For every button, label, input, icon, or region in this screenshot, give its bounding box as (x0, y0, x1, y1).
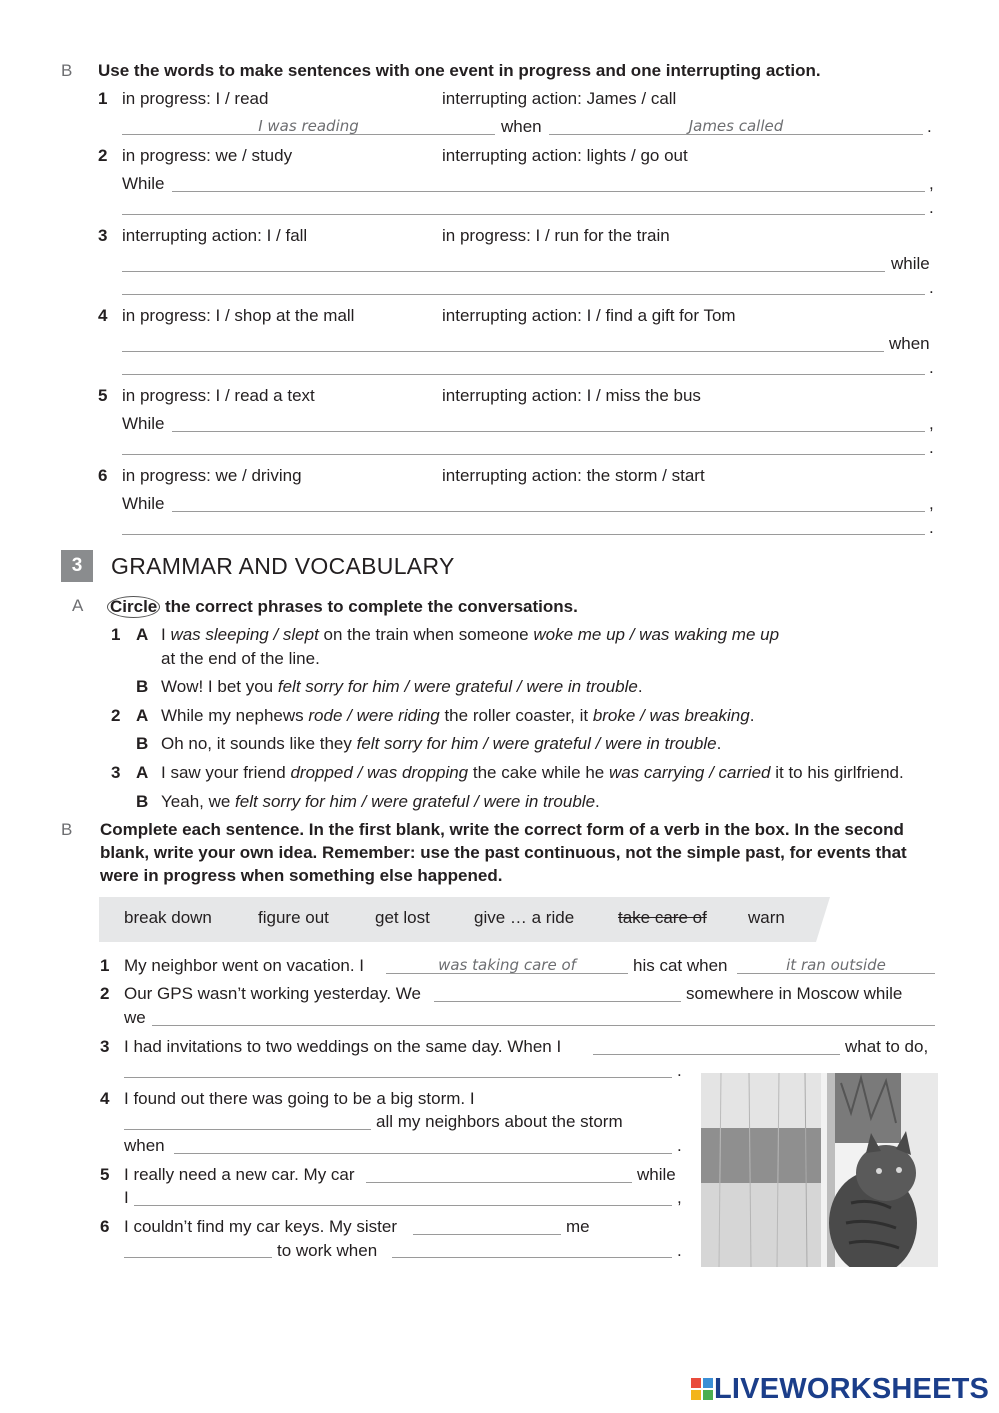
speaker-b: B (136, 792, 149, 811)
item-number: 6 (98, 466, 108, 485)
part-b2-instruction-line: were in progress when something else happened. (100, 866, 503, 885)
sentence-text: Our GPS wasn’t working yesterday. We (124, 984, 421, 1003)
period: . (677, 1241, 682, 1260)
conversation-line: Oh no, it sounds like they felt sorry for him / were grateful / were in trouble. (161, 734, 722, 753)
answer-line[interactable] (172, 191, 925, 192)
sentence-text: I really need a new car. My car (124, 1165, 355, 1184)
answer-line[interactable] (434, 1001, 681, 1002)
period: . (929, 358, 934, 377)
answer-line[interactable] (172, 431, 925, 432)
part-b-letter: B (61, 61, 73, 80)
part-b2-letter: B (61, 820, 73, 839)
period: . (929, 438, 934, 457)
join-word: while (891, 254, 930, 273)
period: . (677, 1061, 682, 1080)
answer-text[interactable]: it ran outside (786, 956, 886, 974)
liveworksheets-logo (690, 1372, 989, 1406)
sentence-text: somewhere in Moscow while (686, 984, 903, 1003)
part-a-instruction: Circle the correct phrases to complete the conversations. (110, 596, 578, 618)
lead-word: While (122, 414, 165, 433)
item-number: 2 (98, 146, 108, 165)
conversation-line: Yeah, we felt sorry for him / were grateful / were in trouble. (161, 792, 600, 811)
word-box-item: warn (748, 908, 785, 927)
conversation-line: I was sleeping / slept on the train when someone woke me up / was waking me up (161, 625, 780, 644)
choice-phrase[interactable]: felt sorry for him / were grateful / were in trouble (356, 734, 717, 753)
answer-line[interactable] (122, 454, 925, 455)
sentence-text: while (637, 1165, 676, 1184)
choice-phrase[interactable]: dropped / was dropping (290, 763, 469, 782)
sentence-number: 5 (100, 1165, 110, 1184)
word-box (99, 897, 816, 942)
comma: , (677, 1188, 682, 1207)
choice-phrase[interactable]: was sleeping / slept (170, 625, 319, 644)
answer-line[interactable] (122, 351, 884, 352)
item-prompt-left: in progress: I / read a text (122, 386, 315, 405)
conversation-line: Wow! I bet you felt sorry for him / were grateful / were in trouble. (161, 677, 643, 696)
item-prompt-right: interrupting action: I / miss the bus (442, 386, 701, 405)
speaker-b: B (136, 677, 149, 696)
answer-line[interactable] (124, 1129, 371, 1130)
conversation-line: I saw your friend dropped / was dropping the cake while he was carrying / carried it to his girlfriend. (161, 763, 904, 782)
sentence-text: when (124, 1136, 165, 1155)
choice-phrase[interactable]: felt sorry for him / were grateful / were in trouble (277, 677, 638, 696)
word-box-item: get lost (375, 908, 430, 927)
answer-text[interactable]: was taking care of (438, 956, 576, 974)
choice-phrase[interactable]: rode / were riding (308, 706, 440, 725)
sentence-text: My neighbor went on vacation. I (124, 956, 365, 975)
answer-line[interactable] (392, 1257, 672, 1258)
answer-line[interactable] (122, 534, 925, 535)
sentence-number: 6 (100, 1217, 110, 1236)
conversation-number: 2 (111, 706, 121, 725)
item-number: 1 (98, 89, 108, 108)
choice-phrase[interactable]: felt sorry for him / were grateful / were in trouble (235, 792, 596, 811)
answer-text[interactable]: I was reading (258, 117, 359, 135)
part-b2-instruction-line: blank, write your own idea. Remember: use the past continuous, not the simple past, for events that (100, 843, 907, 862)
word-box-item: break down (124, 908, 212, 927)
sentence-number: 1 (100, 956, 110, 975)
sentence-text: all my neighbors about the storm (376, 1112, 623, 1131)
answer-line[interactable] (172, 511, 925, 512)
period: . (929, 518, 934, 537)
answer-line[interactable] (122, 374, 925, 375)
sentence-number: 2 (100, 984, 110, 1003)
circle-word: Circle (107, 596, 160, 618)
logo-text: LIVEWORKSHEETS (714, 1372, 990, 1405)
speaker-a: A (136, 763, 149, 782)
speaker-a: A (136, 625, 149, 644)
answer-text[interactable]: James called (688, 117, 784, 135)
speaker-b: B (136, 734, 149, 753)
comma: , (929, 174, 934, 193)
sentence-text: what to do, (845, 1037, 929, 1056)
item-number: 3 (98, 226, 108, 245)
choice-phrase[interactable]: broke / was breaking (592, 706, 750, 725)
sentence-text: we (124, 1008, 146, 1027)
answer-line[interactable] (122, 294, 925, 295)
answer-line[interactable] (593, 1054, 840, 1055)
item-prompt-right: interrupting action: James / call (442, 89, 677, 108)
item-prompt-right: interrupting action: I / find a gift for Tom (442, 306, 736, 325)
logo-icon (690, 1377, 714, 1401)
period: . (677, 1136, 682, 1155)
lead-word: While (122, 494, 165, 513)
conversation-line: While my nephews rode / were riding the roller coaster, it broke / was breaking. (161, 706, 755, 725)
period: . (929, 198, 934, 217)
section-number-badge: 3 (61, 550, 93, 582)
sentence-number: 3 (100, 1037, 110, 1056)
answer-line[interactable] (122, 214, 925, 215)
conversation-line: at the end of the line. (161, 649, 320, 668)
answer-line[interactable] (134, 1205, 672, 1206)
word-box-item: give … a ride (474, 908, 575, 927)
lead-word: While (122, 174, 165, 193)
choice-phrase[interactable]: was carrying / carried (608, 763, 771, 782)
answer-line[interactable] (152, 1025, 935, 1026)
item-prompt-left: in progress: we / driving (122, 466, 302, 485)
word-box-item: figure out (258, 908, 329, 927)
answer-line[interactable] (122, 271, 885, 272)
part-b2-instruction-line: Complete each sentence. In the first blank, write the correct form of a verb in the box. In the second (100, 820, 904, 839)
comma: , (929, 414, 934, 433)
answer-line[interactable] (413, 1234, 561, 1235)
part-a-letter: A (72, 596, 84, 615)
period: . (929, 278, 934, 297)
item-prompt-left: in progress: I / shop at the mall (122, 306, 355, 325)
section-title: GRAMMAR AND VOCABULARY (111, 553, 455, 579)
item-prompt-right: in progress: I / run for the train (442, 226, 670, 245)
item-number: 5 (98, 386, 108, 405)
sentence-text: I had invitations to two weddings on the same day. When I (124, 1037, 562, 1056)
join-word: when (889, 334, 930, 353)
sentence-text: I found out there was going to be a big storm. I (124, 1089, 475, 1108)
conversation-number: 1 (111, 625, 121, 644)
item-prompt-left: interrupting action: I / fall (122, 226, 308, 245)
speaker-a: A (136, 706, 149, 725)
item-prompt-left: in progress: I / read (122, 89, 269, 108)
conversation-number: 3 (111, 763, 121, 782)
cat-photo (701, 1073, 938, 1267)
word-box-item-used: take care of (618, 908, 707, 927)
period: . (927, 117, 932, 136)
sentence-text: I couldn’t find my car keys. My sister (124, 1217, 398, 1236)
sentence-text: I (124, 1188, 129, 1207)
answer-line[interactable] (174, 1153, 672, 1154)
item-prompt-left: in progress: we / study (122, 146, 293, 165)
sentence-text: to work when (277, 1241, 378, 1260)
sentence-text: his cat when (633, 956, 728, 975)
part-b-instruction: Use the words to make sentences with one event in progress and one interrupting action. (98, 61, 821, 80)
item-prompt-right: interrupting action: lights / go out (442, 146, 688, 165)
choice-phrase[interactable]: woke me up / was waking me up (533, 625, 780, 644)
join-word: when (501, 117, 542, 136)
answer-line[interactable] (366, 1182, 632, 1183)
item-prompt-right: interrupting action: the storm / start (442, 466, 705, 485)
item-number: 4 (98, 306, 108, 325)
sentence-number: 4 (100, 1089, 110, 1108)
comma: , (929, 494, 934, 513)
answer-line[interactable] (124, 1257, 272, 1258)
sentence-text: me (566, 1217, 590, 1236)
answer-line[interactable] (124, 1077, 672, 1078)
